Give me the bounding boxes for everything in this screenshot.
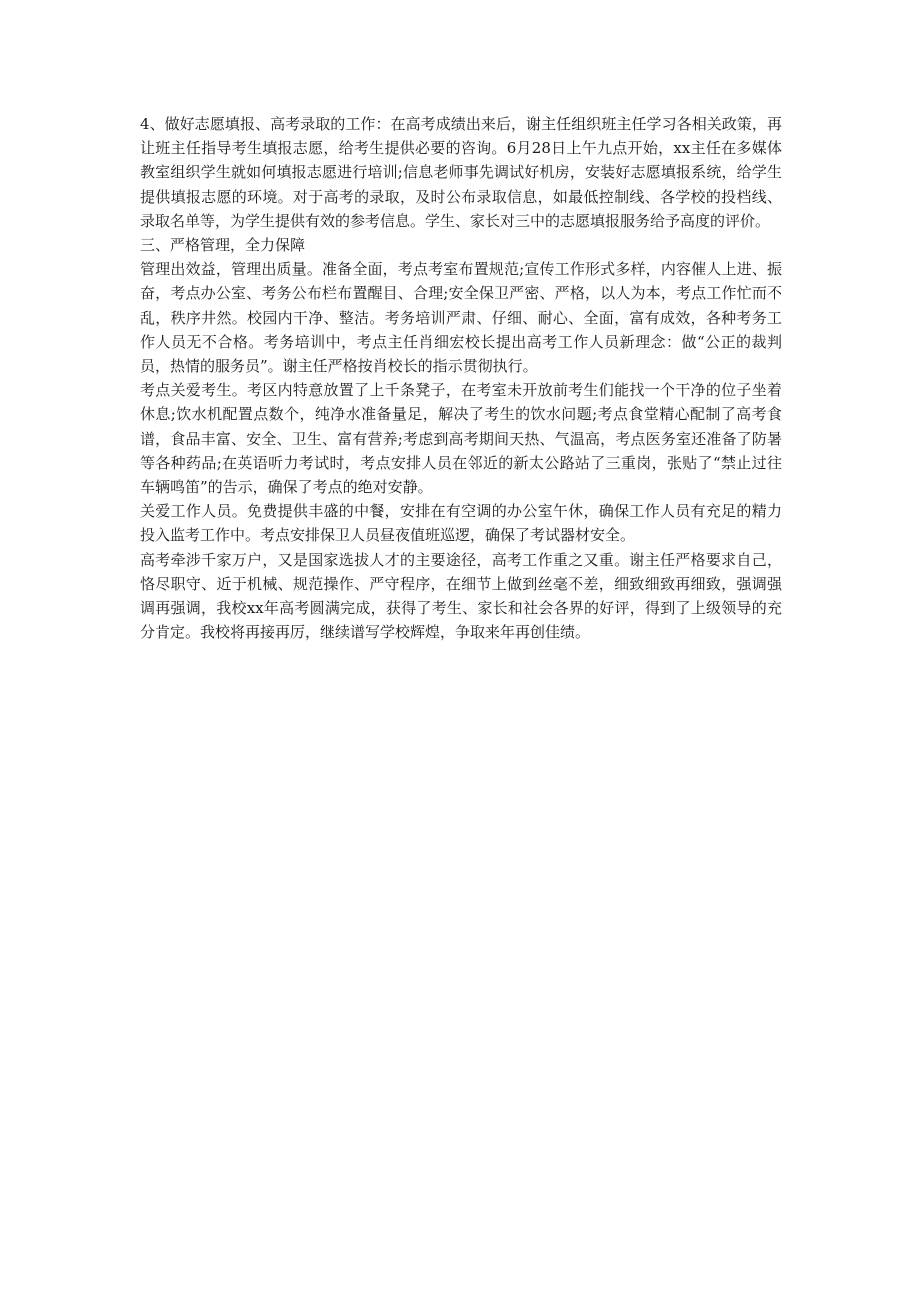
paragraph-care-for-examinees: 考点关爱考生。考区内特意放置了上千条凳子，在考室未开放前考生们能找一个干净的位子坐着休息;饮水机配置点数个，纯净水准备量足，解决了考生的饮水问题;考点食堂精心配制了高考食谱，食品丰富、安全、卫生、富有营养;考虑到高考期间天热、气温高，考点医务室还准备了防暑等各种药品;在英语听力考试时，考点安排人员在邻近的新太公路站了三重岗，张贴了“禁止过往车辆鸣笛”的告示，确保了考点的绝对安静。 <box>140 381 782 497</box>
section-heading-strict-management: 三、严格管理，全力保障 <box>140 236 306 255</box>
paragraph-conclusion: 高考牵涉千家万户，又是国家选拔人才的主要途径，高考工作重之又重。谢主任严格要求自己，恪尽职守、近于机械、规范操作、严守程序，在细节上做到丝毫不差，细致细致再细致，强调强调再强调，我校xx年高考圆满完成，获得了考生、家长和社会各界的好评，得到了上级领导的充分肯定。我校将再接再厉，继续谱写学校辉煌，争取来年再创佳绩。 <box>140 550 782 642</box>
paragraph-care-for-staff: 关爱工作人员。免费提供丰盛的中餐，安排在有空调的办公室午休，确保工作人员有充足的精力投入监考工作中。考点安排保卫人员昼夜值班巡逻，确保了考试器材安全。 <box>140 502 782 545</box>
paragraph-volunteer-filling: 4、做好志愿填报、高考录取的工作：在高考成绩出来后，谢主任组织班主任学习各相关政策，再让班主任指导考生填报志愿，给考生提供必要的咨询。6月28日上午九点开始，xx主任在多媒体教室组织学生就如何填报志愿进行培训;信息老师事先调试好机房，安装好志愿填报系统，给学生提供填报志愿的环境。对于高考的录取，及时公布录取信息，如最低控制线、各学校的投档线、录取名单等，为学生提供有效的参考信息。学生、家长对三中的志愿填报服务给予高度的评价。 <box>140 115 782 230</box>
paragraph-management-quality: 管理出效益，管理出质量。准备全面，考点考室布置规范;宣传工作形式多样，内容催人上进、振奋，考点办公室、考务公布栏布置醒目、合理;安全保卫严密、严格，以人为本，考点工作忙而不乱，秩序井然。校园内干净、整洁。考务培训严肃、仔细、耐心、全面，富有成效，各种考务工作人员无不合格。考务培训中，考点主任肖细宏校长提出高考工作人员新理念：做“公正的裁判员，热情的服务员”。谢主任严格按肖校长的指示贯彻执行。 <box>140 260 782 376</box>
document-body <box>140 112 782 644</box>
